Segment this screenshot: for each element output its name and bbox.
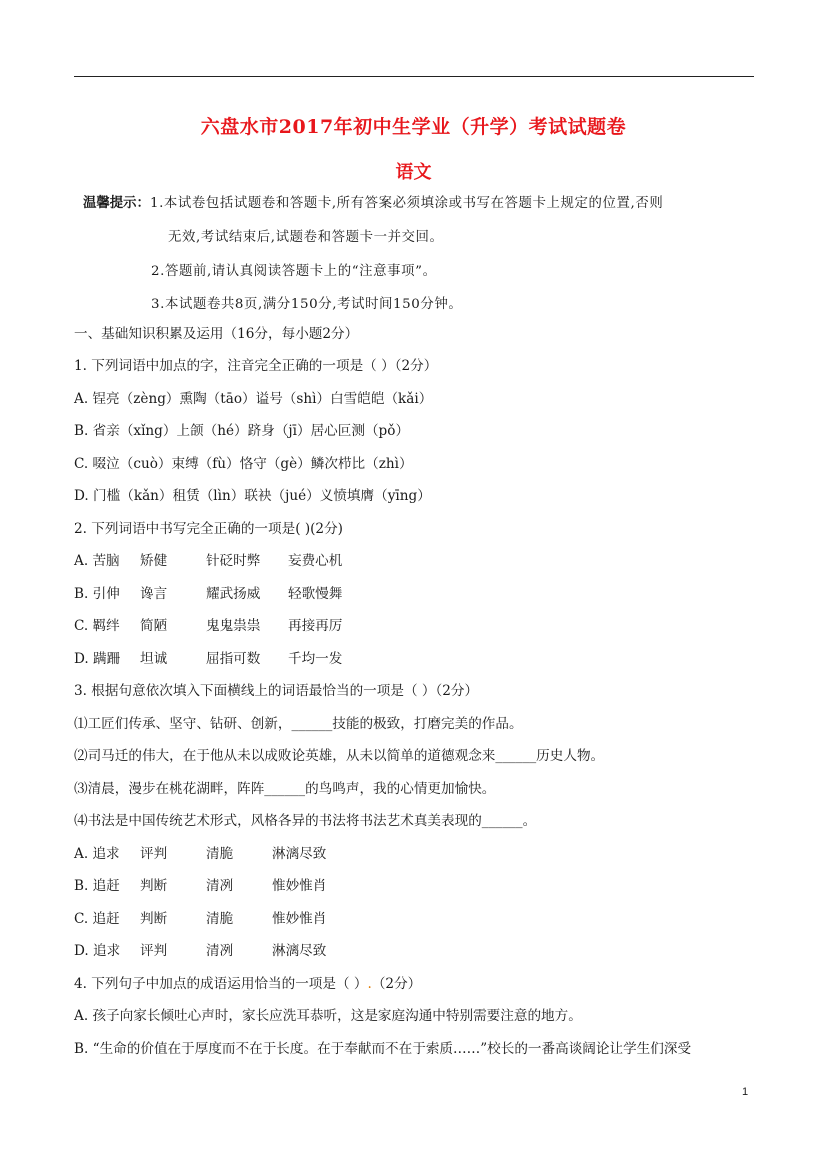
option-word: 判断 [140,911,168,927]
question-1-option-d: D. 门槛（kǎn）租赁（lìn）联袂（jué）义愤填膺（yīng） [74,488,431,504]
option-word: A. 苦脑 [74,553,120,569]
option-word: 判断 [140,878,168,894]
question-4-stem-dot: . [367,976,372,992]
page-number: 1 [742,1086,749,1098]
exam-title: 六盘水市2017年初中生学业（升学）考试试题卷 [200,116,627,138]
option-word: B. 引伸 [74,586,120,602]
question-4-stem-text: 4. 下列句子中加点的成语运用恰当的一项是（ ） [74,976,368,992]
notice-item-3: 3.本试题卷共8页,满分150分,考试时间150分钟。 [151,297,463,312]
notice-item-1 [83,195,663,213]
question-4-stem-score: （2分） [371,976,422,992]
section-heading: 一、基础知识积累及运用（16分，每小题2分） [74,326,359,342]
option-word: 评判 [140,943,168,959]
question-4-option-b: B. “生命的价值在于厚度而不在于长度。在于奉献而不在于索质……”校长的一番高谈阔论让学生们深受 [74,1041,692,1057]
question-3-option-b [74,877,326,895]
question-2-option-a [74,552,342,570]
option-word: 惟妙惟肖 [272,878,327,894]
option-word: 鬼鬼祟祟 [206,618,261,634]
option-word: 评判 [140,846,168,862]
question-1-option-b: B. 省亲（xǐng）上颌（hé）跻身（jī）居心叵测（pǒ） [74,423,410,439]
notice-item-1-line-1: 1.本试卷包括试题卷和答题卡,所有答案必须填涂或书写在答题卡上规定的位置,否则 [149,196,664,211]
option-word: C. 追赶 [74,911,120,927]
subject-title: 语文 [395,162,432,183]
option-word: 屈指可数 [206,651,261,667]
option-word: 清冽 [206,878,234,894]
question-2-option-b [74,585,342,603]
option-word: 惟妙惟肖 [272,911,327,927]
option-word: B. 追赶 [74,878,120,894]
option-word: 再接再厉 [288,618,343,634]
question-3-option-d [74,942,326,960]
option-word: 坦诚 [140,651,168,667]
option-word: 轻歌慢舞 [288,586,343,602]
question-2-option-d [74,650,342,668]
header-rule [74,76,754,77]
question-3-sentence-3: ⑶清晨，漫步在桃花湖畔，阵阵______的鸟鸣声，我的心情更加愉快。 [74,781,496,797]
question-4-stem [74,975,421,993]
question-3-option-c [74,910,326,928]
question-1-option-a: A. 锃亮（zèng）熏陶（tāo）谥号（shì）白雪皑皑（kǎi） [74,391,433,407]
question-3-sentence-4: ⑷书法是中国传统艺术形式，风格各异的书法将书法艺术真美表现的______。 [74,813,537,829]
question-4-option-a: A. 孩子向家长倾吐心声时，家长应洗耳恭听，这是家庭沟通中特别需要注意的地方。 [74,1008,582,1024]
question-2-option-c [74,617,342,635]
option-word: 清脆 [206,911,234,927]
notice-item-2: 2.答题前,请认真阅读答题卡上的“注意事项”。 [151,264,437,279]
question-3-sentence-1: ⑴工匠们传承、坚守、钻研、创新，______技能的极致，打磨完美的作品。 [74,716,523,732]
option-word: 妄费心机 [288,553,343,569]
option-word: 简陋 [140,618,168,634]
option-word: 耀武扬威 [206,586,261,602]
question-3-option-a [74,845,326,863]
question-2-stem: 2. 下列词语中书写完全正确的一项是( )(2分) [74,521,343,537]
question-1-option-c: C. 啜泣（cuò）束缚（fù）恪守（gè）鳞次栉比（zhì） [74,456,413,472]
option-word: 千均一发 [288,651,343,667]
option-word: C. 羁绊 [74,618,120,634]
option-word: D. 蹒跚 [74,651,121,667]
option-word: 淋漓尽致 [272,846,327,862]
option-word: 清脆 [206,846,234,862]
option-word: 针砭时弊 [206,553,261,569]
option-word: D. 追求 [74,943,121,959]
question-1-stem: 1. 下列词语中加点的字，注音完全正确的一项是（ ）（2分） [74,358,438,374]
option-word: 清冽 [206,943,234,959]
notice-label: 温馨提示： [83,196,150,211]
notice-item-1-line-2: 无效,考试结束后,试题卷和答题卡一并交回。 [168,230,444,245]
question-3-stem: 3. 根据句意依次填入下面横线上的词语最恰当的一项是（ ）（2分） [74,683,479,699]
option-word: 淋漓尽致 [272,943,327,959]
option-word: 谗言 [140,586,168,602]
option-word: A. 追求 [74,846,120,862]
question-3-sentence-2: ⑵司马迁的伟大，在于他从未以成败论英雄，从未以简单的道德观念来______历史人物。 [74,748,605,764]
option-word: 矫健 [140,553,168,569]
